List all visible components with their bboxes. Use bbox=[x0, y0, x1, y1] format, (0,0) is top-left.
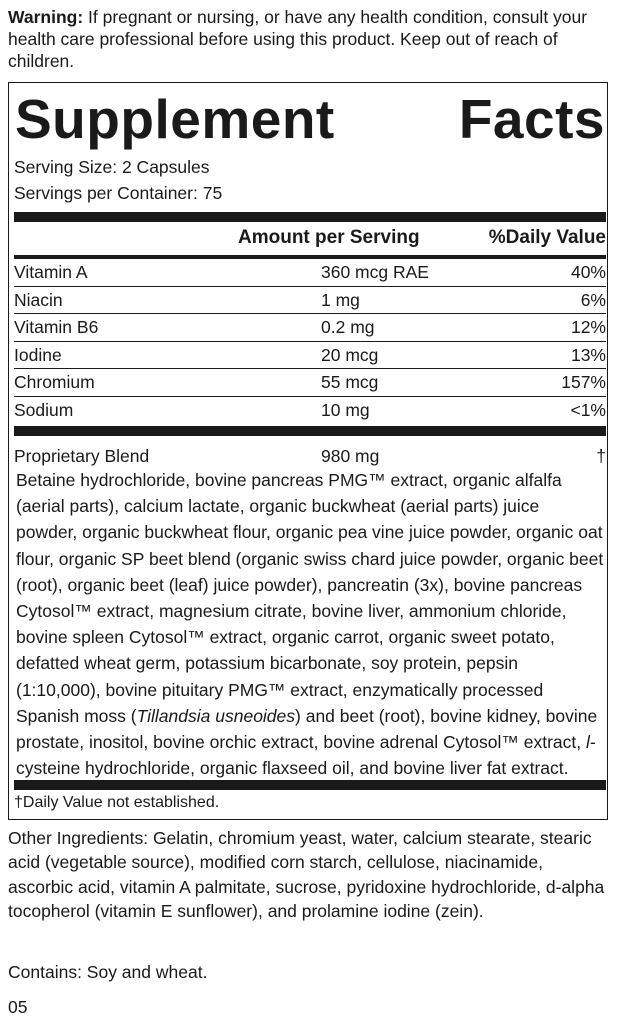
allergen-statement: Contains: Soy and wheat. bbox=[8, 962, 208, 982]
table-row bbox=[14, 397, 606, 425]
divider-thick-top bbox=[14, 212, 606, 222]
nutrient-dv: 157% bbox=[561, 372, 606, 392]
warning-text bbox=[8, 6, 610, 72]
nutrient-dv: 12% bbox=[570, 317, 606, 337]
nutrient-name: Chromium bbox=[14, 372, 95, 392]
blend-ingredients-italic: Tillandsia usneoides bbox=[136, 705, 296, 726]
warning-body: If pregnant or nursing, or have any health condition, consult your health care professional before using this product. Keep out of reach of children. bbox=[8, 7, 588, 71]
panel-title-word-1: Supplement bbox=[15, 88, 335, 150]
nutrient-amount: 360 mcg RAE bbox=[321, 262, 429, 282]
divider-thick-bottom bbox=[14, 780, 606, 790]
supplement-facts-panel bbox=[8, 82, 608, 820]
footnote: †Daily Value not established. bbox=[14, 794, 220, 811]
table-row bbox=[14, 369, 606, 397]
servings-per-container: Servings per Container: 75 bbox=[14, 183, 223, 203]
nutrient-dv: 40% bbox=[570, 262, 606, 282]
blend-dv: † bbox=[596, 446, 606, 466]
nutrient-amount: 1 mg bbox=[321, 289, 360, 310]
header-amount: Amount per Serving bbox=[238, 227, 420, 248]
nutrient-amount: 55 mcg bbox=[321, 372, 379, 392]
other-ingredients: Other Ingredients: Gelatin, chromium yeast, water, calcium stearate, stearic acid (vegetable source), modified corn starch, cellulose, niacinamide, ascorbic acid, vitamin A palmitate, sucrose, pyridoxine hydrochloride, d-alpha tocopherol (vitamin E sunflower), and prolamine iodine (zein). bbox=[8, 828, 605, 922]
blend-ingredients bbox=[16, 467, 604, 781]
blend-ingredients-italic: l bbox=[586, 732, 590, 753]
table-row bbox=[14, 287, 606, 315]
panel-title-word-2: Facts bbox=[458, 88, 605, 150]
blend-ingredients-text: ) and beet (root), bovine kidney, bovine prostate, inositol, bovine orchic extract, bovine adrenal Cytosol™ extract, bbox=[16, 705, 598, 753]
nutrient-table bbox=[14, 259, 606, 424]
nutrient-name: Sodium bbox=[14, 399, 74, 420]
nutrient-dv: 6% bbox=[580, 289, 606, 310]
product-code: 05 bbox=[8, 997, 28, 1017]
serving-info bbox=[14, 154, 222, 206]
table-row bbox=[14, 314, 606, 342]
nutrient-dv: 13% bbox=[570, 344, 606, 365]
nutrient-amount: 20 mcg bbox=[321, 344, 379, 365]
blend-amount: 980 mg bbox=[321, 446, 380, 466]
header-daily-value: %Daily Value bbox=[488, 227, 606, 248]
blend-name: Proprietary Blend bbox=[14, 446, 150, 466]
blend-ingredients-text: Betaine hydrochloride, bovine pancreas PMG™ extract, organic alfalfa (aerial parts), calcium lactate, organic buckwheat (aerial parts) juice powder, organic buckwheat flour, organic pea vine juice powder, organic oat flour, organic SP beet blend (organic swiss chard juice powder, organic beet (root), organic beet (leaf) juice powder), pancreatin (3x), bovine pancreas Cytosol™ extract, magnesium citrate, bovine liver, ammonium chloride, bovine spleen Cytosol™ extract, organic carrot, organic sweet potato, defatted wheat germ, potassium bicarbonate, soy protein, pepsin (1:10,000), bovine pituitary PMG™ extract, enzymatically processed Spanish moss ( bbox=[16, 470, 604, 726]
warning-label: Warning: bbox=[8, 7, 84, 27]
nutrient-name: Vitamin A bbox=[14, 262, 88, 282]
nutrient-amount: 10 mg bbox=[321, 399, 370, 420]
table-row bbox=[14, 259, 606, 287]
nutrient-name: Iodine bbox=[14, 344, 62, 365]
nutrient-name: Niacin bbox=[14, 289, 63, 310]
blend-ingredients-text: -cysteine hydrochloride, organic flaxseed oil, and bovine liver fat extract. bbox=[16, 732, 596, 779]
divider-thick-middle bbox=[14, 426, 606, 436]
nutrient-name: Vitamin B6 bbox=[14, 317, 99, 337]
table-row bbox=[14, 342, 606, 370]
panel-title bbox=[15, 87, 605, 151]
nutrient-amount: 0.2 mg bbox=[321, 317, 375, 337]
serving-size: Serving Size: 2 Capsules bbox=[14, 157, 210, 177]
nutrient-dv: <1% bbox=[570, 399, 606, 420]
